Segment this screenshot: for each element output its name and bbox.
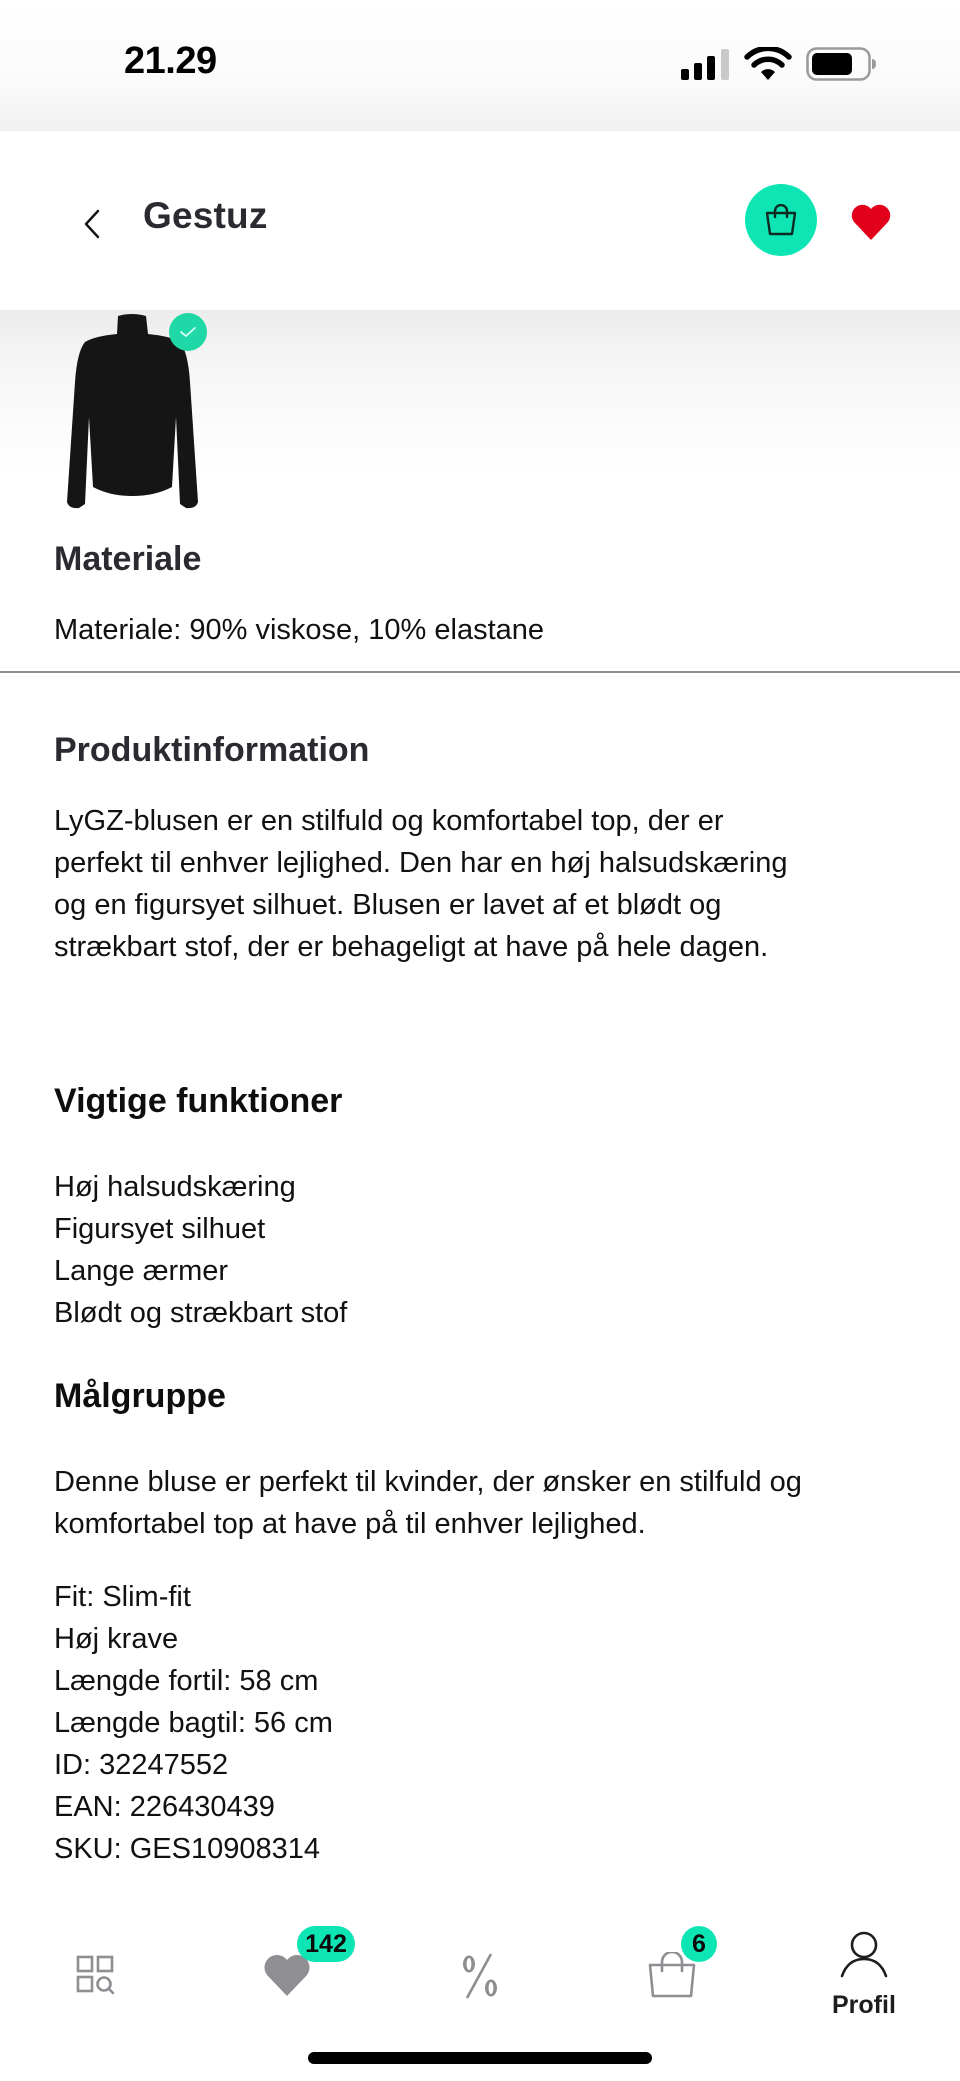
percent-icon	[455, 1952, 505, 2000]
home-indicator	[308, 2052, 652, 2064]
selected-badge	[169, 313, 207, 351]
feature-item: Høj halsudskæring	[54, 1171, 296, 1203]
status-time: 21.29	[124, 40, 217, 82]
spec-length-back: Længde bagtil: 56 cm	[54, 1707, 333, 1739]
checkmark-icon	[179, 325, 197, 339]
spec-fit: Fit: Slim-fit	[54, 1581, 191, 1613]
tab-profile[interactable]	[838, 1930, 890, 1978]
wifi-icon	[744, 47, 792, 81]
product-info-heading: Produktinformation	[54, 731, 370, 769]
back-button[interactable]	[78, 203, 108, 243]
product-info-line: og en figursyet silhuet. Blusen er lavet af et blødt og	[54, 889, 722, 921]
feature-item: Blødt og strækbart stof	[54, 1297, 348, 1329]
tab-sale[interactable]	[455, 1952, 505, 2000]
cart-count-badge: 6	[681, 1926, 717, 1962]
spec-id: ID: 32247552	[54, 1749, 229, 1781]
tab-profile-label[interactable]: Profil	[832, 1991, 896, 2019]
target-group-line: komfortabel top at have på til enhver lejlighed.	[54, 1508, 646, 1540]
target-group-line: Denne bluse er perfekt til kvinder, der ønsker en stilfuld og	[54, 1466, 802, 1498]
product-info-line: perfekt til enhver lejlighed. Den har en høj halsudskæring	[54, 847, 788, 879]
product-info-line: strækbart stof, der er behageligt at have på hele dagen.	[54, 931, 769, 963]
section-divider	[0, 671, 960, 673]
material-text: Materiale: 90% viskose, 10% elastane	[54, 614, 545, 646]
battery-icon	[806, 47, 878, 81]
favorite-button[interactable]	[850, 203, 892, 241]
spec-ean: EAN: 226430439	[54, 1791, 275, 1823]
brand-title: Gestuz	[143, 195, 268, 236]
spec-collar: Høj krave	[54, 1623, 179, 1655]
status-bar	[0, 0, 960, 131]
chevron-left-icon	[78, 203, 108, 243]
material-heading: Materiale	[54, 540, 202, 578]
product-info-line: LyGZ-blusen er en stilfuld og komfortabel top, der er	[54, 805, 724, 837]
cellular-signal-icon	[681, 49, 731, 80]
spec-sku: SKU: GES10908314	[54, 1833, 321, 1865]
favorites-count-badge: 142	[297, 1926, 355, 1962]
app-header	[0, 131, 960, 310]
target-group-heading: Målgruppe	[54, 1377, 226, 1415]
feature-item: Lange ærmer	[54, 1255, 229, 1287]
key-features-heading: Vigtige funktioner	[54, 1082, 343, 1120]
tab-browse[interactable]	[74, 1954, 118, 1998]
add-to-bag-button[interactable]	[745, 184, 817, 256]
user-icon	[838, 1930, 890, 1978]
shopping-bag-icon	[764, 204, 798, 236]
heart-filled-icon	[850, 203, 892, 241]
feature-item: Figursyet silhuet	[54, 1213, 266, 1245]
grid-search-icon	[74, 1954, 118, 1998]
spec-length-front: Længde fortil: 58 cm	[54, 1665, 319, 1697]
